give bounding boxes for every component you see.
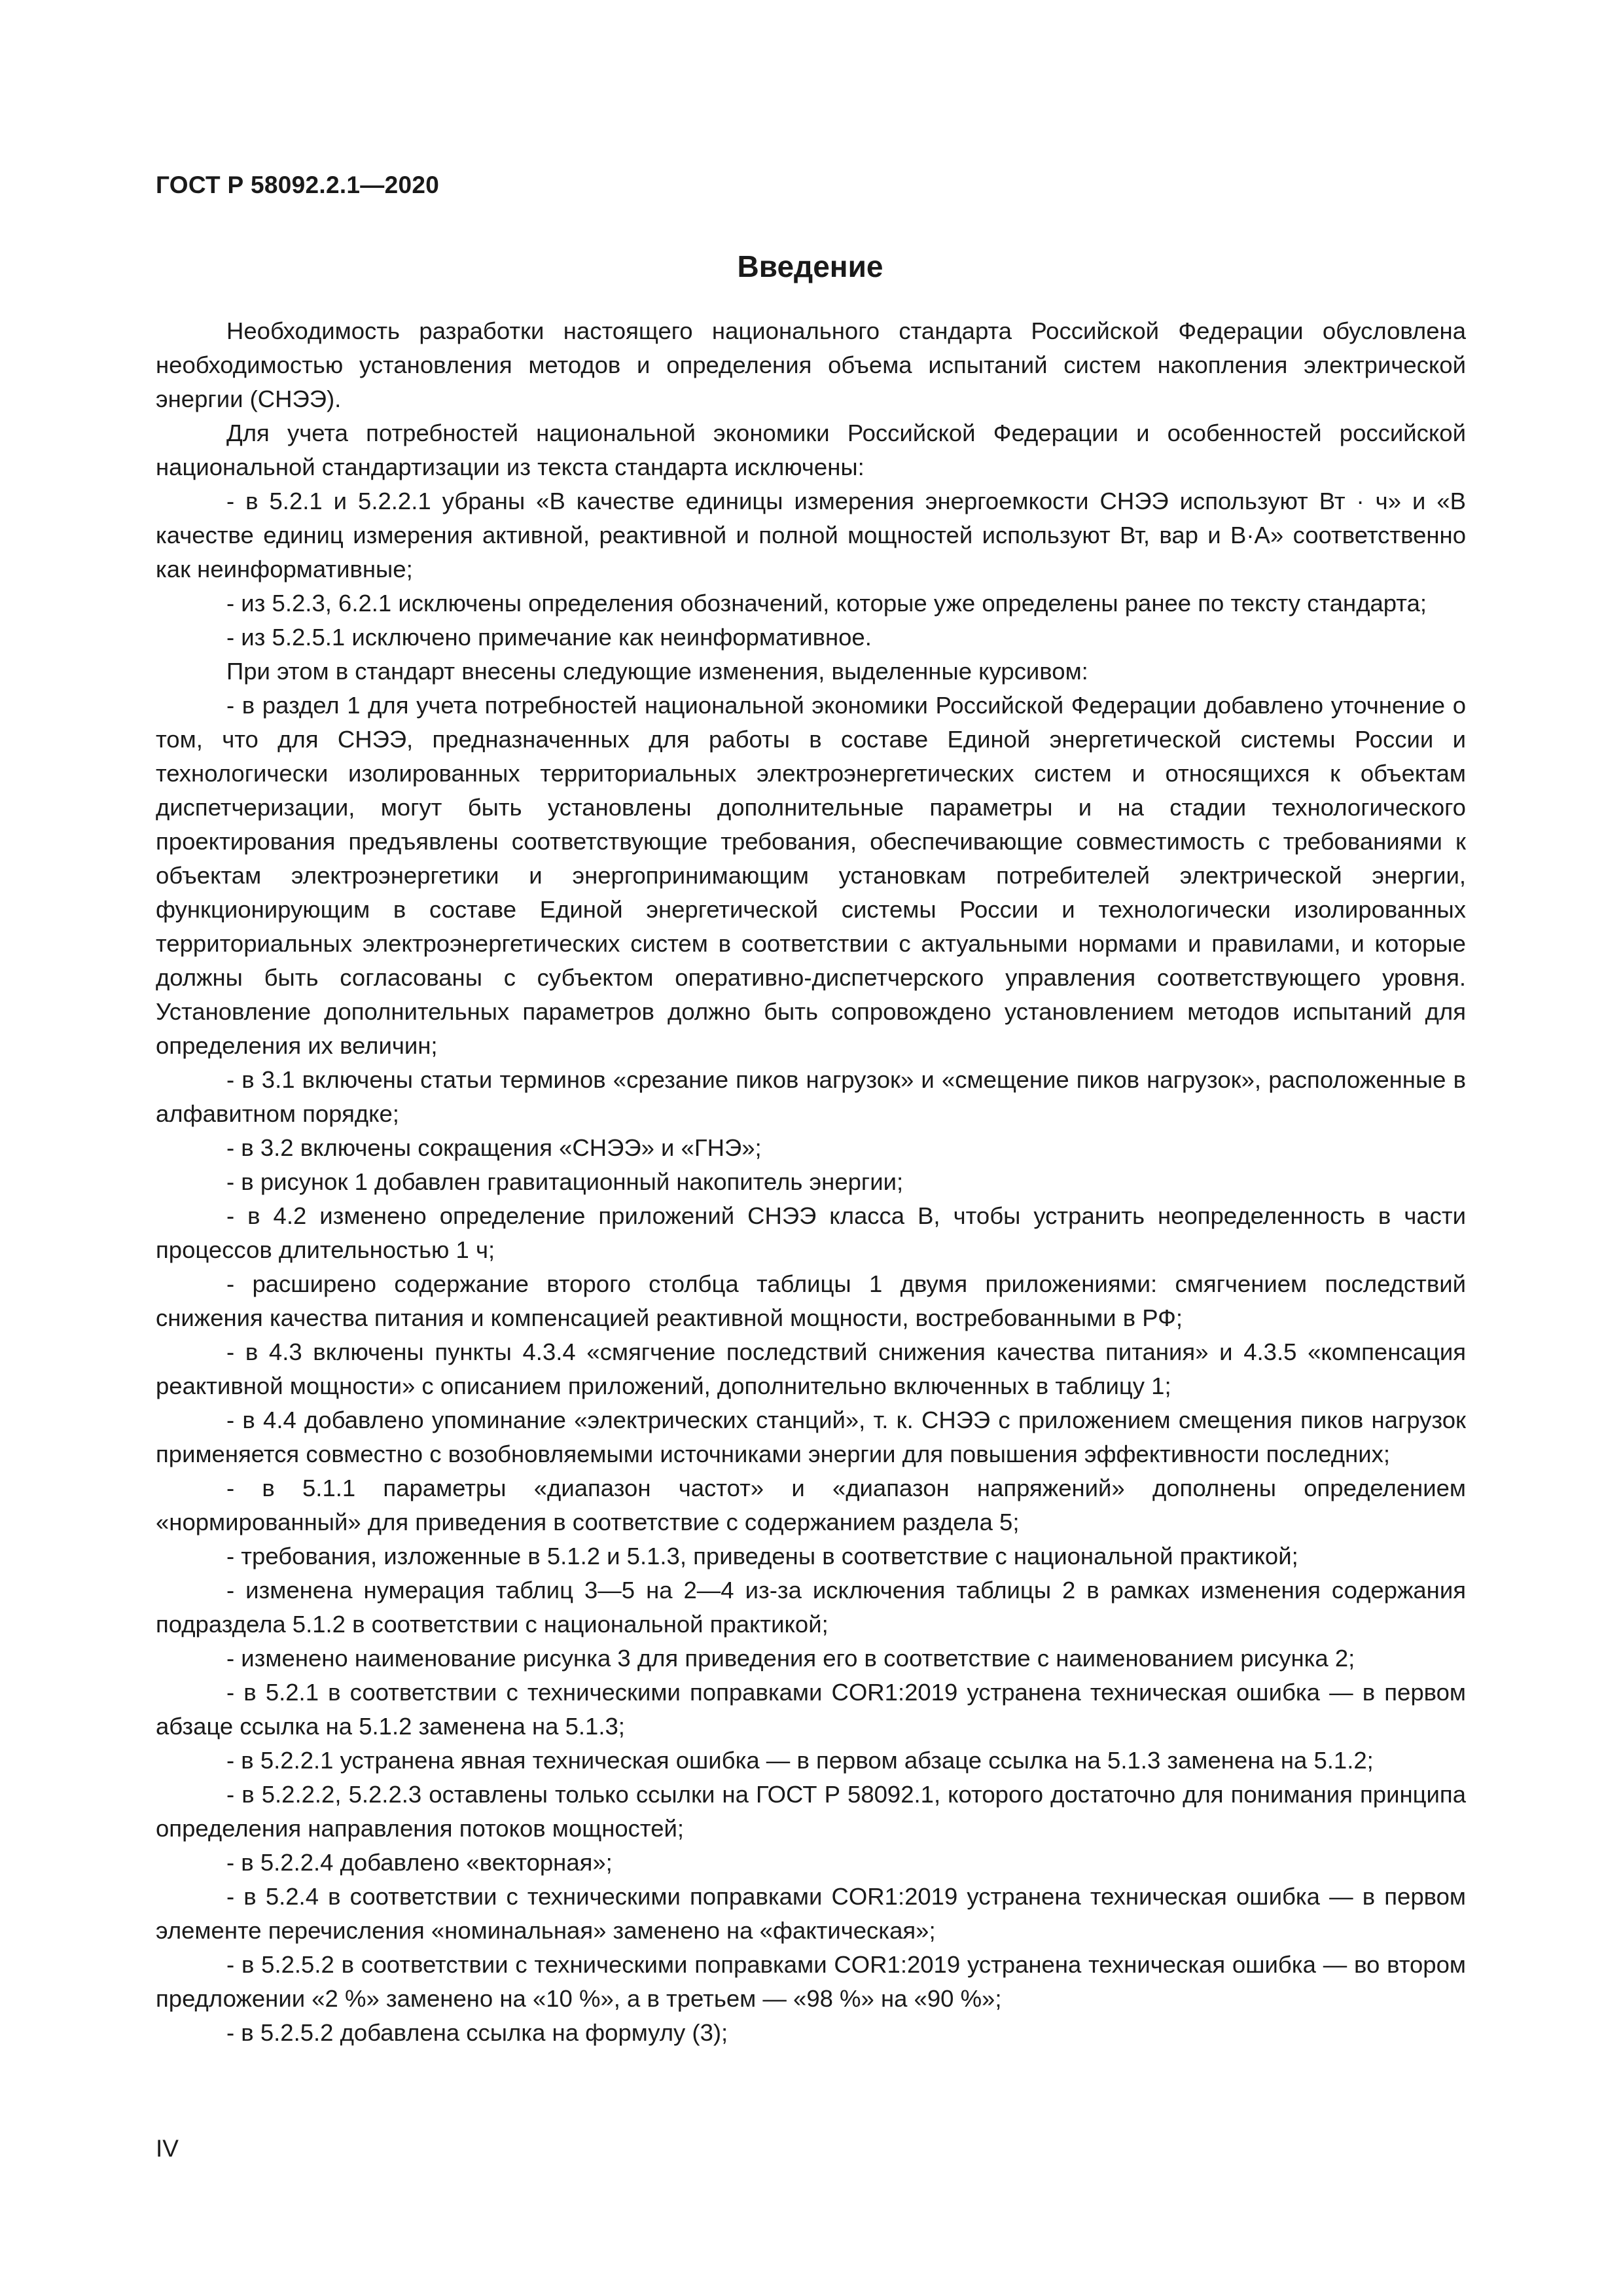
- list-item: - из 5.2.3, 6.2.1 исключены определения обозначений, которые уже определены ранее по тексту стандарта;: [226, 590, 1427, 617]
- list-item: - в 5.2.5.2 добавлена ссылка на формулу (3);: [226, 2019, 728, 2046]
- list-item: - из 5.2.5.1 исключено примечание как неинформативное.: [226, 624, 872, 651]
- list-item: - в 4.3 включены пункты 4.3.4 «смягчение последствий снижения качества питания» и 4.3.5 «компенсация реактивной мощности» с описанием приложений, дополнительно включенных в таблицу 1;: [156, 1338, 1466, 1399]
- list-item: - расширено содержание второго столбца таблицы 1 двумя приложениями: смягчением последствий снижения качества питания и компенсацией реактивной мощности, востребованными в РФ;: [156, 1270, 1466, 1331]
- list-item: - в 5.2.2.1 устранена явная техническая ошибка — в первом абзаце ссылка на 5.1.3 заменена на 5.1.2;: [226, 1747, 1374, 1774]
- paragraph: Для учета потребностей национальной экономики Российской Федерации и особенностей российской национальной стандартизации из текста стандарта исключены:: [156, 420, 1466, 480]
- list-item: - требования, изложенные в 5.1.2 и 5.1.3, приведены в соответствие с национальной практикой;: [226, 1543, 1298, 1570]
- paragraph: Необходимость разработки настоящего национального стандарта Российской Федерации обусловлена необходимостью установления методов и определения объема испытаний систем накопления электрической энергии (СНЭЭ).: [156, 317, 1466, 412]
- list-item: - в 5.2.1 и 5.2.2.1 убраны «В качестве единицы измерения энергоемкости СНЭЭ используют Вт · ч» и «В качестве единиц измерения активной, реактивной и полной мощностей используют Вт, вар и В·А» соответственно как неинформативные;: [156, 488, 1466, 583]
- section-title: Введение: [737, 249, 883, 283]
- list-item: - в 5.2.2.4 добавлено «векторная»;: [226, 1849, 613, 1876]
- list-item: - в рисунок 1 добавлен гравитационный накопитель энергии;: [226, 1168, 904, 1195]
- introduction-body: [156, 314, 1466, 2050]
- list-item: - в 4.4 добавлено упоминание «электрических станций», т. к. СНЭЭ с приложением смещения пиков нагрузок применяется совместно с возобновляемыми источниками энергии для повышения эффективности последних;: [156, 1407, 1466, 1467]
- list-item: - в 5.2.2.2, 5.2.2.3 оставлены только ссылки на ГОСТ Р 58092.1, которого достаточно для понимания принципа определения направления потоков мощностей;: [156, 1781, 1466, 1842]
- list-item: - в 5.2.5.2 в соответствии с техническими поправками COR1:2019 устранена техническая ошибка — во втором предложении «2 %» заменено на «10 %», а в третьем — «98 %» на «90 %»;: [156, 1951, 1466, 2012]
- list-item: - в 4.2 изменено определение приложений СНЭЭ класса В, чтобы устранить неопределенность в части процессов длительностью 1 ч;: [156, 1202, 1466, 1263]
- list-item: - в 5.2.1 в соответствии с техническими поправками COR1:2019 устранена техническая ошибка — в первом абзаце ссылка на 5.1.2 заменена на 5.1.3;: [156, 1679, 1466, 1740]
- document-code-header: ГОСТ Р 58092.2.1—2020: [156, 171, 440, 198]
- list-item: - изменено наименование рисунка 3 для приведения его в соответствие с наименованием рисунка 2;: [226, 1645, 1355, 1672]
- list-item: - в 5.2.4 в соответствии с техническими поправками COR1:2019 устранена техническая ошибка — в первом элементе перечисления «номинальная» заменено на «фактическая»;: [156, 1883, 1466, 1944]
- page-number: IV: [156, 2135, 179, 2162]
- list-item: - в 3.1 включены статьи терминов «срезание пиков нагрузок» и «смещение пиков нагрузок», расположенные в алфавитном порядке;: [156, 1066, 1466, 1127]
- paragraph: При этом в стандарт внесены следующие изменения, выделенные курсивом:: [226, 658, 1088, 685]
- list-item: - в 3.2 включены сокращения «СНЭЭ» и «ГНЭ»;: [226, 1134, 762, 1161]
- list-item: - изменена нумерация таблиц 3—5 на 2—4 из-за исключения таблицы 2 в рамках изменения содержания подраздела 5.1.2 в соответствии с национальной практикой;: [156, 1577, 1466, 1638]
- list-item: - в раздел 1 для учета потребностей национальной экономики Российской Федерации добавлено уточнение о том, что для СНЭЭ, предназначенных для работы в составе Единой энергетической системы России и технологически изолированных территориальных электроэнергетических систем и относящихся к объектам диспетчеризации, могут быть установлены дополнительные параметры и на стадии технологического проектирования предъявлены соответствующие требования, обеспечивающие совместимость с требованиями к объектам электроэнергетики и энергопринимающим установкам потребителей электрической энергии, функционирующим в составе Единой энергетической системы России и технологически изолированных территориальных электроэнергетических систем в соответствии с актуальными нормами и правилами, и которые должны быть согласованы с субъектом оперативно-диспетчерского управления соответствующего уровня. Установление дополнительных параметров должно быть сопровождено установлением методов испытаний для определения их величин;: [156, 692, 1466, 1059]
- list-item: - в 5.1.1 параметры «диапазон частот» и «диапазон напряжений» дополнены определением «нормированный» для приведения в соответствие с содержанием раздела 5;: [156, 1475, 1466, 1535]
